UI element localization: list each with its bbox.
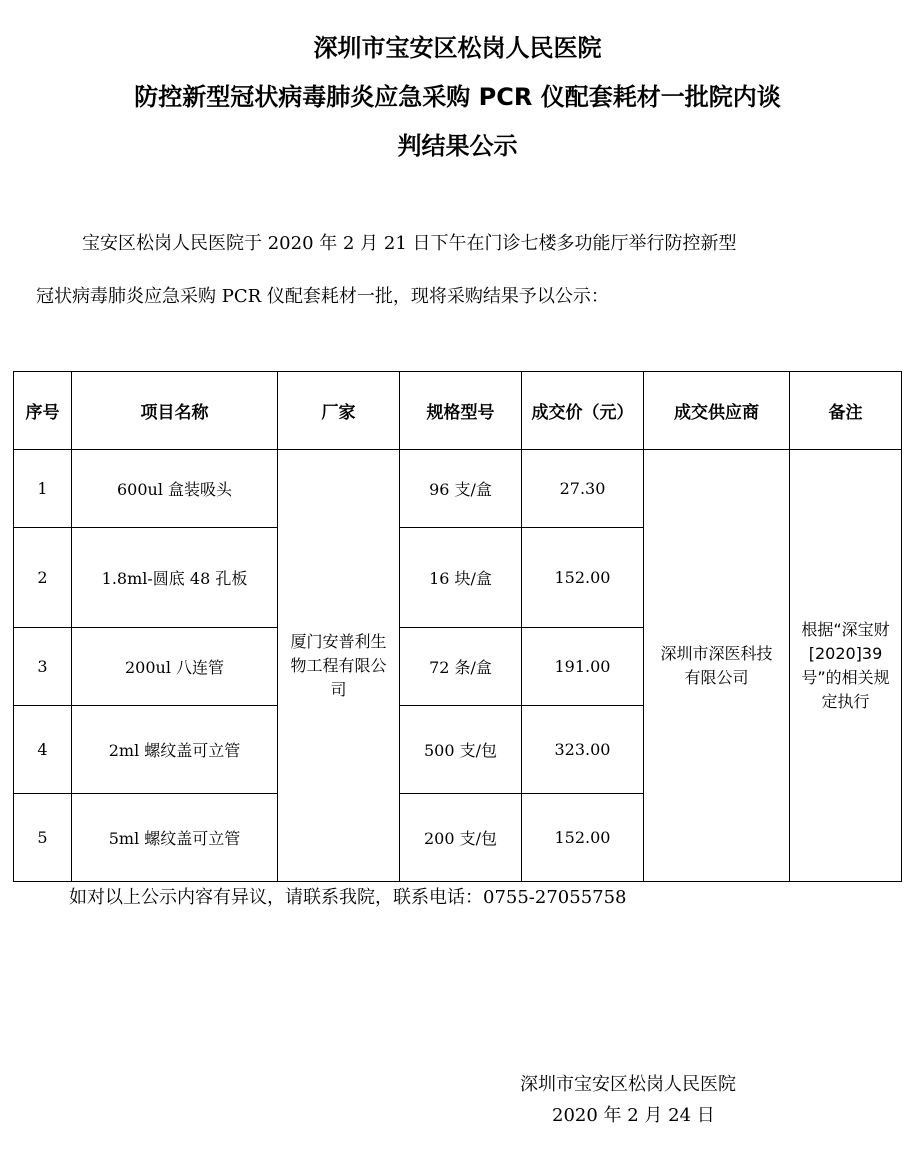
cell-no: 2 <box>14 528 72 628</box>
cell-remark: 根据“深宝财[2020]39号”的相关规定执行 <box>790 450 902 882</box>
intro-paragraph-line2: 冠状病毒肺炎应急采购 PCR 仪配套耗材一批，现将采购结果予以公示： <box>36 286 609 307</box>
cell-no: 3 <box>14 628 72 706</box>
contact-note: 如对以上公示内容有异议，请联系我院，联系电话：0755-27055758 <box>69 887 627 908</box>
header-supplier: 成交供应商 <box>644 372 790 450</box>
cell-price: 152.00 <box>522 528 644 628</box>
cell-spec: 200 支/包 <box>400 794 522 882</box>
table-header-row <box>14 372 902 450</box>
cell-item-name: 2ml 螺纹盖可立管 <box>72 706 278 794</box>
cell-spec: 72 条/盒 <box>400 628 522 706</box>
doc-title-line2: 防控新型冠状病毒肺炎应急采购 PCR 仪配套耗材一批院内谈 <box>134 83 781 111</box>
signature-org: 深圳市宝安区松岗人民医院 <box>520 1074 736 1095</box>
cell-price: 191.00 <box>522 628 644 706</box>
signature-date: 2020 年 2 月 24 日 <box>552 1105 715 1126</box>
header-manufacturer: 厂家 <box>278 372 400 450</box>
doc-title-line3: 判结果公示 <box>397 132 518 160</box>
header-item-name: 项目名称 <box>72 372 278 450</box>
cell-no: 5 <box>14 794 72 882</box>
cell-price: 152.00 <box>522 794 644 882</box>
cell-no: 1 <box>14 450 72 528</box>
cell-item-name: 600ul 盒装吸头 <box>72 450 278 528</box>
header-no: 序号 <box>14 372 72 450</box>
cell-spec: 500 支/包 <box>400 706 522 794</box>
cell-spec: 16 块/盒 <box>400 528 522 628</box>
table-row <box>14 450 902 528</box>
cell-no: 4 <box>14 706 72 794</box>
cell-price: 27.30 <box>522 450 644 528</box>
header-spec: 规格型号 <box>400 372 522 450</box>
procurement-result-table <box>13 371 902 882</box>
cell-item-name: 1.8ml-圆底 48 孔板 <box>72 528 278 628</box>
intro-paragraph-line1: 宝安区松岗人民医院于 2020 年 2 月 21 日下午在门诊七楼多功能厅举行防控新型 <box>82 233 737 254</box>
cell-manufacturer: 厦门安普利生物工程有限公司 <box>278 450 400 882</box>
header-remark: 备注 <box>790 372 902 450</box>
cell-supplier: 深圳市深医科技有限公司 <box>644 450 790 882</box>
doc-title-line1: 深圳市宝安区松岗人民医院 <box>313 34 602 62</box>
cell-item-name: 5ml 螺纹盖可立管 <box>72 794 278 882</box>
header-price: 成交价（元） <box>522 372 644 450</box>
cell-price: 323.00 <box>522 706 644 794</box>
cell-spec: 96 支/盒 <box>400 450 522 528</box>
cell-item-name: 200ul 八连管 <box>72 628 278 706</box>
